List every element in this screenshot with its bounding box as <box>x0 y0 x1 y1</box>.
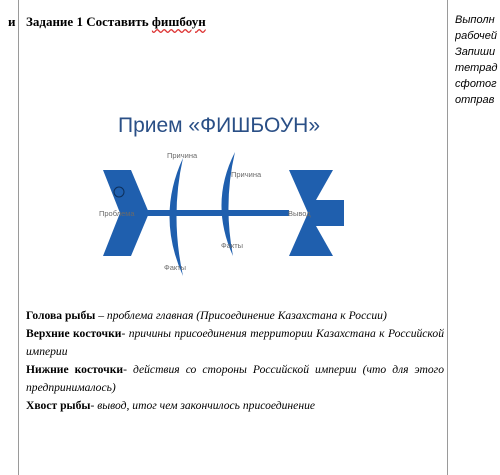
instruction-line: рабочей <box>455 30 497 42</box>
task-title-word: фишбоун <box>151 14 206 29</box>
definition-text: действия со стороны Российской империи (что для этого предпринималось) <box>26 363 444 394</box>
definition-term: Нижние косточки <box>26 363 124 376</box>
left-column-fragment: и <box>8 14 16 29</box>
definition-paragraph <box>26 397 444 415</box>
definition-term: Хвост рыбы <box>26 399 91 412</box>
definition-paragraph <box>26 325 444 361</box>
instruction-line: отправ <box>455 94 495 106</box>
definition-term: Верхние косточки <box>26 327 122 340</box>
definition-separator: - <box>121 327 129 340</box>
diagram-label-head: Проблема <box>99 209 135 218</box>
definition-separator: – <box>95 309 107 322</box>
definition-paragraph <box>26 307 444 325</box>
definition-separator: - <box>123 363 133 376</box>
fish-spine <box>131 210 289 216</box>
definition-text: причины присоединения территории Казахстана к Российской империи <box>26 327 445 358</box>
instruction-line: тетрад <box>455 62 498 74</box>
diagram-label-fact: Факты <box>164 263 187 272</box>
table-column-divider <box>18 0 19 475</box>
instruction-line: сфотог <box>455 78 497 90</box>
table-column-divider <box>447 0 448 475</box>
diagram-label-tail: Вывод <box>288 209 311 218</box>
instructions-column <box>455 12 500 108</box>
task-title-prefix: Задание 1 Составить <box>26 14 152 29</box>
diagram-label-fact: Факты <box>221 241 244 250</box>
definition-separator: - <box>90 399 98 412</box>
diagram-label-cause: Причина <box>231 170 262 179</box>
fishbone-diagram <box>33 70 405 298</box>
task-title <box>26 14 206 30</box>
definition-text: проблема главная (Присоединение Казахстана к России) <box>106 309 387 322</box>
definition-text: вывод, итог чем закончилось присоединение <box>97 399 316 412</box>
definition-term: Голова рыбы <box>26 309 96 322</box>
instruction-line: Запиши <box>455 46 496 58</box>
diagram-label-cause: Причина <box>167 151 198 160</box>
diagram-background <box>33 70 405 298</box>
definition-paragraph <box>26 361 444 397</box>
diagram-title: Прием «ФИШБОУН» <box>117 114 321 137</box>
definitions-block <box>26 307 444 415</box>
instruction-line: Выполн <box>455 14 495 26</box>
